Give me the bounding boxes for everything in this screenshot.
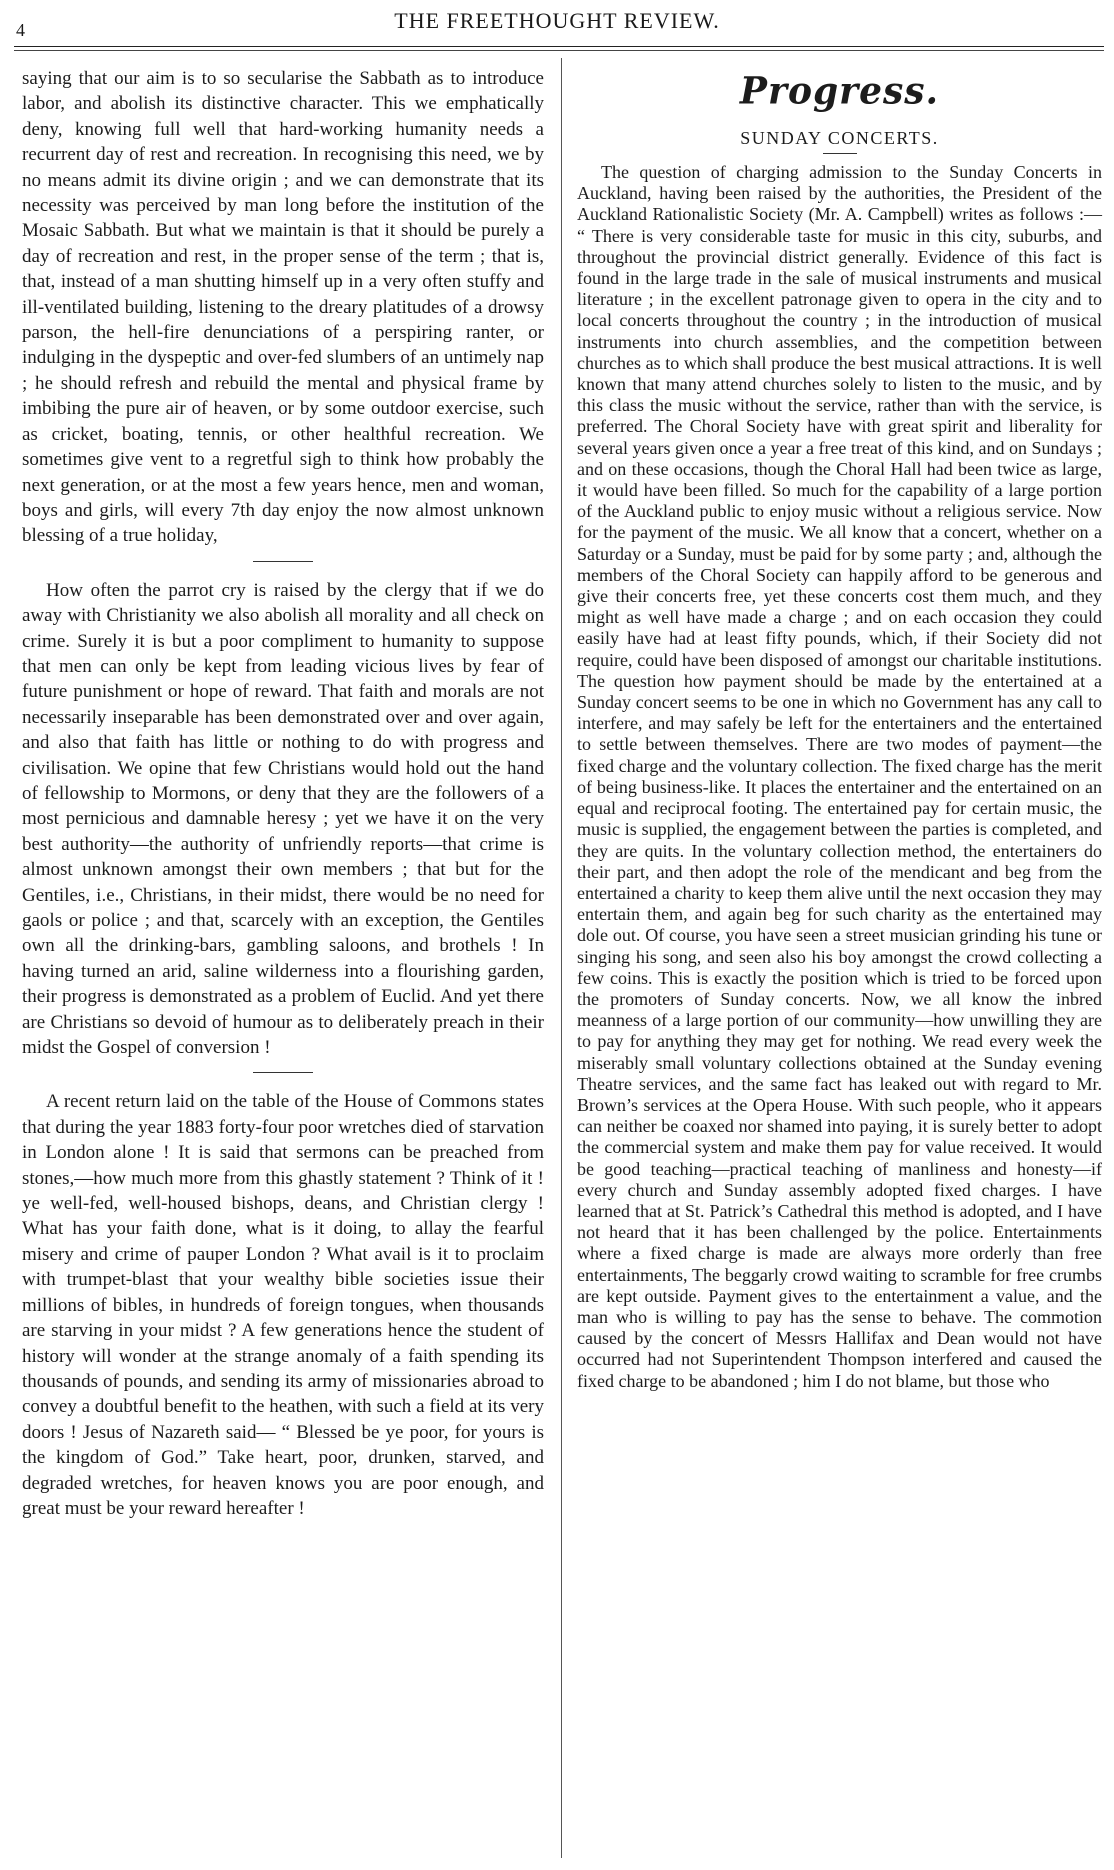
section-title: Progress. [739,68,940,114]
right-column [577,66,1102,1392]
page-number: 4 [16,20,25,40]
header-rule [14,46,1104,47]
header-rule-secondary [14,50,1104,51]
running-title: THE FREETHOUGHT REVIEW. [394,8,720,33]
article-heading: SUNDAY CONCERTS. [740,128,939,148]
left-paragraph-3: A recent return laid on the table of the House of Commons states that during the year 1883 forty-four poor wretches died of starvation in London alone ! It is said that sermons can be preached from stones,—how much more from this ghastly statement ? Think of it ! ye well-fed, well-housed bishops, deans, and Christian clergy ! What has your faith done, what is it doing, to allay the fearful misery and crime of pauper London ? What avail is it to proclaim with trumpet-blast that your wealthy bible societies issue their millions of bibles, in hundreds of foreign tongues, when thousands are starving in your midst ? A few generations hence the student of history will wonder at the strange anomaly of a faith spending its thousands of pounds, and sending its army of missionaries abroad to convey a doubtful benefit to the heathen, with such a field at its very doors ! Jesus of Nazareth said— “ Blessed be ye poor, for yours is the kingdom of God.” Take heart, poor, drunken, starved, and degraded wretches, for heaven knows you are poor enough, and great must be your reward hereafter ! [22,1091,544,1519]
column-divider [561,58,562,1858]
heading-rule [823,153,857,154]
paragraph-separator [253,561,313,562]
article-body: The question of charging admission to the Sunday Concerts in Auckland, having been raised by the authorities, the President of the Auckland Rationalistic Society (Mr. A. Campbell) writes as follows :— “ There is very considerable taste for music in this city, suburbs, and throughout the provincial district generally. Evidence of this fact is found in the large trade in the sale of musical instruments and musical literature ; in the excellent patronage given to opera in the city and to local concerts throughout the country ; in the introduction of musical instruments into church assemblies, and the competition between churches as to which shall produce the best musical attractions. It is well known that many attend churches solely to listen to the music, and by this class the music without the service, rather than with the service, is preferred. The Choral Society have with great spirit and liberality for several years given once a year a free treat of this kind, and on Sundays ; and on these occasions, though the Choral Hall had been twice as large, it would have been filled. So much for the capability of a large portion of the Auckland public to enjoy music without a religious service. Now for the payment of the music. We all know that a concert, whether on a Saturday or a Sunday, must be paid for by some party ; and, although the members of the Choral Society can happily afford to be generous and give their concerts free, yet these concerts cost them much, and they might as well have made a charge ; and on each occasion they could easily have had at least fifty pounds, which, if their Society did not require, could have been disposed of amongst our charitable institutions. The question how payment should be made by the entertained at a Sunday concert seems to be one in which no Government has any call to interfere, and may safely be left for the entertainers and the entertained to settle between themselves. There are two modes of payment—the fixed charge and the voluntary collection. The fixed charge has the merit of being business-like. It places the entertainer and the entertained on an equal and reciprocal footing. The entertained pay for certain music, the music is supplied, the engagement between the parties is completed, and they are quits. In the voluntary collection method, the entertainers do their part, and then adopt the role of the mendicant and beg from the entertained a charity to keep them alive until the next occasion they may entertain them, and again beg for such charity as the entertained may dole out. Of course, you have seen a street musician grinding his tune or singing his song, and seen also his boy amongst the crowd collecting a few coins. This is exactly the position which is tried to be forced upon the promoters of Sunday concerts. Now, we all know the inbred meanness of a large portion of our community—how unwilling they are to pay for anything they may get for nothing. We read every week the miserably small voluntary collections obtained at the Sunday evening Theatre services, and the same fact has leaked out with regard to Mr. Brown’s services at the Opera House. With such people, who it appears can neither be coaxed nor shamed into paying, it is surely better to adopt the commercial system and make them pay for value received. It would be good teaching—practical teaching of manliness and honesty—if every church and Sunday assembly adopted fixed charges. I have learned that at St. Patrick’s Cathedral this method is adopted, and I have not heard that it has been challenged by the police. Entertainments where a fixed charge is made are always more orderly than free entertainments, The beggarly crowd waiting to scramble for free crumbs are kept outside. Payment gives to the entertainment a value, and the man who is willing to pay has the sense to behave. The commotion caused by the concert of Messrs Hallifax and Dean would not have occurred had not Superintendent Thompson interfered and caused the fixed charge to be abandoned ; him I do not blame, but those who [577,162,1102,1391]
left-column [22,66,544,1521]
page-header [0,0,1114,50]
left-paragraph-2: How often the parrot cry is raised by the clergy that if we do away with Christianity we also abolish all morality and all check on crime. Surely it is but a poor compliment to humanity to suppose that men can only be kept from leading vicious lives by fear of future punishment or hope of reward. That faith and morals are not necessarily inseparable has been demonstrated over and over again, and also that faith has little or nothing to do with progress and civilisation. We opine that few Christians would hold out the hand of fellowship to Mormons, or deny that they are the followers of a most pernicious and damnable heresy ; yet we have it on the very best authority—the authority of unfriendly reports—that crime is almost unknown amongst their own members ; that but for the Gentiles, i.e., Christians, in their midst, there would be no need for gaols or police ; and that, scarcely with an exception, the Gentiles own all the drinking-bars, gambling saloons, and brothels ! In having turned an arid, saline wilderness into a flourishing garden, their progress is demonstrated as a problem of Euclid. And yet there are Christians so devoid of humour as to deliberately preach in their midst the Gospel of conversion ! [22,579,544,1059]
left-paragraph-1: saying that our aim is to so secularise the Sabbath as to introduce labor, and abolish its distinctive character. This we emphatically deny, knowing full well that hard-working humanity needs a recurrent day of rest and recreation. In recognising this need, we by no means admit its divine origin ; and we can demonstrate that its necessity was perceived by man long before the institution of the Mosaic Sabbath. But what we maintain is that it should be purely a day of recreation and rest, in the proper sense of the term ; that is, that, instead of a man shutting himself up in a very often stuffy and ill-ventilated building, listening to the dreary platitudes of a drowsy parson, the hell-fire denunciations of a perspiring ranter, or indulging in the dyspeptic and over-fed slumbers of an untimely nap ; he should refresh and rebuild the mental and physical frame by imbibing the pure air of heaven, or by some outdoor exercise, such as cricket, boating, tennis, or other healthful recreation. We sometimes give vent to a regretful sigh to think how probably the next generation, or at the most a few years hence, men and woman, boys and girls, will every 7th day enjoy the now almost unknown blessing of a true holiday, [22,68,544,547]
paragraph-separator [253,1072,313,1073]
